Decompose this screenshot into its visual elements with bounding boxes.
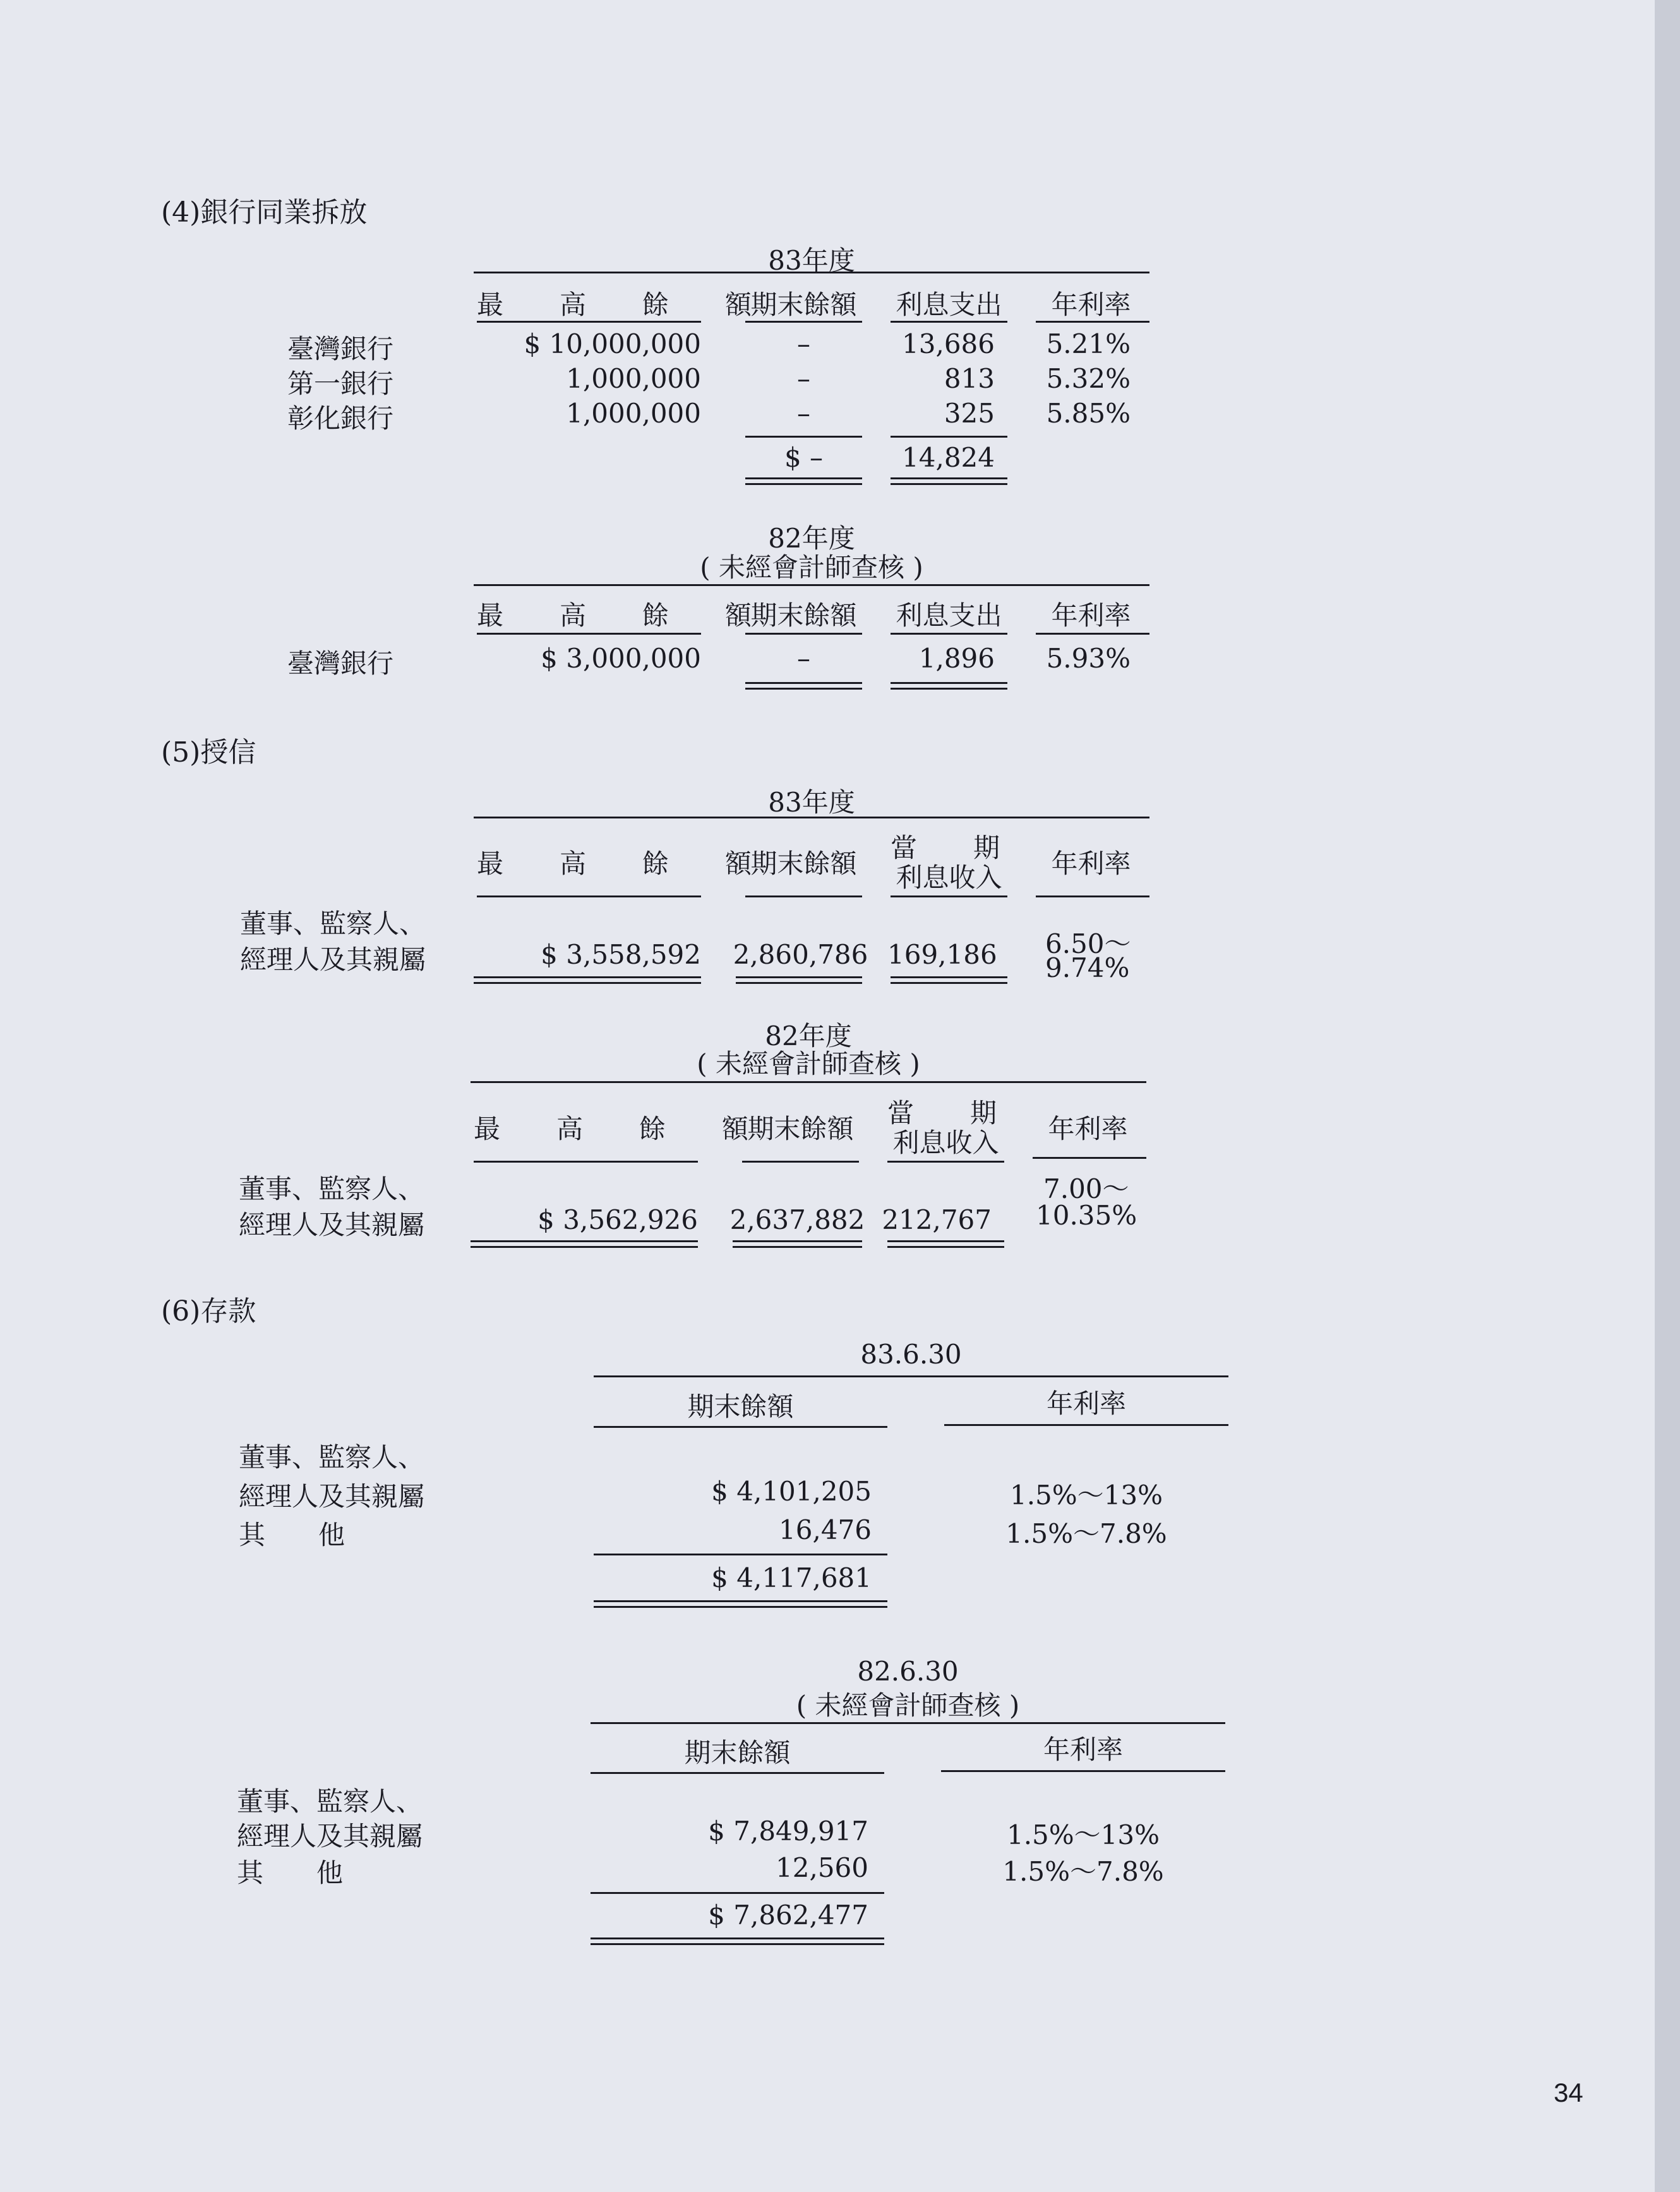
bank-name: 臺灣銀行 — [287, 648, 394, 679]
max-balance: 1,000,000 — [566, 363, 701, 394]
rule — [591, 1722, 1225, 1724]
section-6-title: (6)存款 — [161, 1295, 256, 1327]
rule — [594, 1554, 887, 1555]
col-annual-rate: 年利率 — [1043, 1734, 1123, 1765]
end-balance: – — [797, 363, 810, 394]
end-balance: 2,637,882 — [729, 1204, 865, 1235]
col-end-balance: 期末餘額 — [750, 848, 857, 879]
bank-name: 第一銀行 — [287, 368, 394, 399]
col-period-label: 當 期 — [887, 1098, 1021, 1129]
rate-range-high: 9.74% — [1045, 952, 1130, 983]
page-number: 34 — [1554, 2078, 1583, 2107]
double-rule — [745, 682, 862, 690]
rule — [474, 1161, 698, 1163]
interest-income: 169,186 — [887, 939, 997, 970]
rule — [891, 436, 1007, 438]
bank-name: 臺灣銀行 — [287, 333, 394, 364]
party-name-line1: 董事、監察人、 — [240, 908, 426, 939]
double-rule — [887, 1240, 1004, 1248]
rule — [891, 321, 1007, 323]
rule — [887, 1161, 1004, 1163]
rule — [591, 1772, 884, 1774]
total-amount: $ 7,862,477 — [708, 1900, 868, 1931]
rate: 5.85% — [1046, 398, 1131, 429]
col-annual-rate: 年利率 — [1046, 1388, 1126, 1419]
max-balance: $ 3,558,592 — [541, 939, 701, 970]
rule — [745, 321, 862, 323]
double-rule — [891, 477, 1007, 485]
total-end-balance: $ – — [784, 442, 824, 473]
rule — [944, 1424, 1228, 1426]
year-heading: 83年度 — [768, 787, 855, 818]
rule — [477, 321, 701, 323]
others-label: 其 他 — [239, 1519, 345, 1550]
party-name-line1: 董事、監察人、 — [237, 1786, 423, 1817]
col-annual-rate: 年利率 — [1051, 600, 1131, 631]
col-interest-expense: 利息支出 — [896, 289, 1002, 320]
rule — [891, 895, 1007, 897]
rule — [1033, 1157, 1146, 1159]
rule — [594, 1426, 887, 1428]
end-balance: – — [797, 643, 810, 674]
col-annual-rate: 年利率 — [1051, 289, 1131, 320]
party-name-line1: 董事、監察人、 — [239, 1442, 425, 1473]
col-end-balance: 期末餘額 — [687, 1391, 794, 1422]
rule — [745, 895, 862, 897]
double-rule — [471, 1240, 698, 1248]
others-label: 其 他 — [237, 1857, 344, 1888]
rule — [471, 1081, 1146, 1083]
rule — [474, 272, 1149, 273]
col-interest-expense: 利息支出 — [896, 600, 1002, 631]
interest: 813 — [944, 363, 995, 394]
col-end-balance: 期末餘額 — [684, 1737, 791, 1768]
rule — [477, 895, 701, 897]
section-5-title: (5)授信 — [161, 736, 256, 769]
interest: 13,686 — [902, 328, 995, 359]
year-heading: 82年度 — [765, 1021, 852, 1051]
rule — [745, 633, 862, 635]
unaudited-note: ( 未經會計師查核 ) — [700, 552, 923, 583]
col-max-balance: 最 高 餘 額 — [477, 848, 776, 879]
rule — [1036, 633, 1149, 635]
col-interest-income: 利息收入 — [896, 862, 1002, 893]
unaudited-note: ( 未經會計師查核 ) — [697, 1048, 920, 1079]
interest: 325 — [944, 398, 995, 429]
amount: $ 7,849,917 — [708, 1816, 868, 1847]
col-annual-rate: 年利率 — [1051, 848, 1131, 879]
rule — [742, 1161, 859, 1163]
rule — [591, 1892, 884, 1894]
rule — [1036, 895, 1149, 897]
amount: 12,560 — [776, 1852, 868, 1883]
rate: 1.5%～7.8% — [1002, 1856, 1164, 1887]
rule — [474, 584, 1149, 586]
rule — [474, 817, 1149, 818]
party-name-line2: 經理人及其親屬 — [237, 1821, 423, 1852]
double-rule — [891, 682, 1007, 690]
col-max-balance: 最 高 餘 額 — [474, 1113, 772, 1144]
section-4-title: (4)銀行同業拆放 — [161, 196, 368, 229]
party-name-line2: 經理人及其親屬 — [239, 1209, 425, 1240]
interest-income: 212,767 — [882, 1204, 992, 1235]
end-balance: – — [797, 328, 810, 359]
total-amount: $ 4,117,681 — [711, 1562, 872, 1593]
rule — [594, 1375, 1228, 1377]
double-rule — [733, 1240, 862, 1248]
rate: 1.5%～7.8% — [1005, 1518, 1167, 1549]
max-balance: 1,000,000 — [566, 398, 701, 429]
amount: 16,476 — [779, 1514, 872, 1545]
rate: 5.32% — [1046, 363, 1131, 394]
rate-range-low: 6.50～ — [1045, 928, 1131, 959]
double-rule — [891, 976, 1007, 984]
col-max-balance: 最 高 餘 額 — [477, 289, 776, 320]
col-interest-income: 利息收入 — [892, 1127, 999, 1158]
date-heading: 82.6.30 — [857, 1656, 959, 1687]
date-heading: 83.6.30 — [860, 1339, 962, 1370]
max-balance: $ 3,562,926 — [537, 1204, 698, 1235]
col-end-balance: 期末餘額 — [747, 1113, 854, 1144]
rate-range-high: 10.35% — [1036, 1200, 1137, 1231]
rule — [745, 436, 862, 438]
rate: 1.5%～13% — [1006, 1819, 1160, 1850]
col-period-label: 當 期 — [891, 832, 1024, 863]
end-balance: – — [797, 398, 810, 429]
max-balance: $ 3,000,000 — [541, 643, 701, 674]
double-rule — [745, 477, 862, 485]
rate: 5.21% — [1046, 328, 1131, 359]
rate: 1.5%～13% — [1009, 1480, 1163, 1511]
unaudited-note: ( 未經會計師查核 ) — [796, 1690, 1020, 1721]
col-end-balance: 期末餘額 — [750, 289, 857, 320]
page-edge — [1655, 0, 1680, 2192]
col-annual-rate: 年利率 — [1048, 1113, 1128, 1144]
double-rule — [736, 976, 862, 984]
col-end-balance: 期末餘額 — [750, 600, 857, 631]
year-heading: 82年度 — [768, 523, 855, 554]
rate-range-low: 7.00～ — [1043, 1173, 1129, 1204]
double-rule — [591, 1937, 884, 1945]
end-balance: 2,860,786 — [733, 939, 868, 970]
party-name-line2: 經理人及其親屬 — [239, 1481, 425, 1512]
bank-name: 彰化銀行 — [287, 403, 394, 434]
rule — [1036, 321, 1149, 323]
year-heading: 83年度 — [768, 245, 855, 276]
col-max-balance: 最 高 餘 額 — [477, 600, 776, 631]
rate: 5.93% — [1046, 643, 1131, 674]
double-rule — [594, 1600, 887, 1608]
rule — [891, 633, 1007, 635]
total-interest: 14,824 — [902, 442, 995, 473]
max-balance: $ 10,000,000 — [524, 328, 701, 359]
double-rule — [474, 976, 701, 984]
party-name-line2: 經理人及其親屬 — [240, 944, 426, 975]
interest: 1,896 — [918, 643, 995, 674]
party-name-line1: 董事、監察人、 — [239, 1173, 425, 1204]
rule — [941, 1770, 1225, 1772]
amount: $ 4,101,205 — [711, 1476, 872, 1507]
rule — [477, 633, 701, 635]
